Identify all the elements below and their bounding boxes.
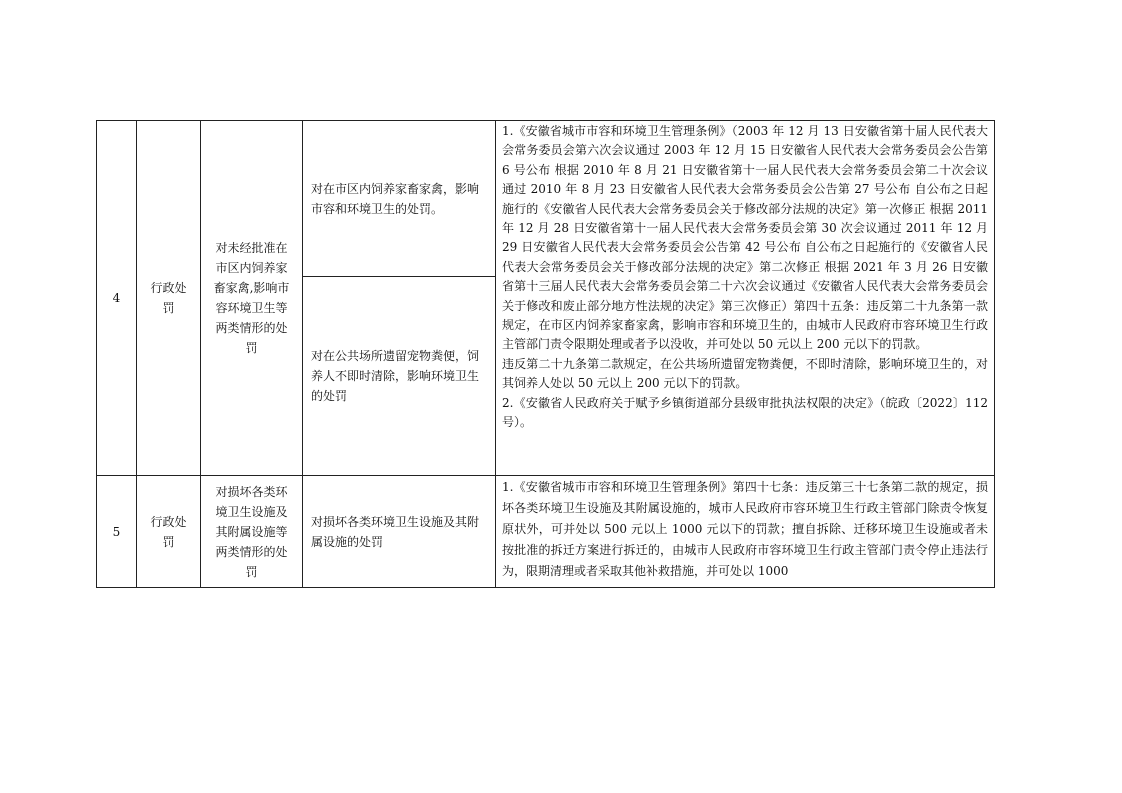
sub-item: 对损坏各类环境卫生设施及其附属设施的处罚 (303, 476, 496, 588)
penalty-table (96, 120, 995, 588)
row-number: 5 (97, 476, 137, 588)
basis-paragraph: 2.《安徽省人民政府关于赋予乡镇街道部分县级审批执法权限的决定》（皖政〔2022〕112 号）。 (502, 395, 988, 430)
table-row (97, 121, 995, 277)
sub-item: 对在公共场所遗留宠物粪便，饲养人不即时清除，影响环境卫生的处罚 (303, 277, 496, 476)
penalty-type: 行政处罚 (137, 121, 201, 476)
row-number: 4 (97, 121, 137, 476)
penalty-item: 对损坏各类环境卫生设施及其附属设施等两类情形的处罚 (201, 476, 303, 588)
basis-paragraph: 1.《安徽省城市市容和环境卫生管理条例》第四十七条：违反第三十七条第二款的规定，损坏各类环境卫生设施及其附属设施的，城市人民政府市容环境卫生行政主管部门除责令恢复原状外，可并处以 500 元以上 1000 元以下的罚款；擅自拆除、迁移环境卫生设施或者未按批准的拆迁方案进行拆迁的，由城市人民政府市容环境卫生行政主管部门责令停止违法行为，限期清理或者采取其他补救措施，并可处以 1000 (502, 480, 988, 578)
basis-paragraph: 1.《安徽省城市市容和环境卫生管理条例》（2003 年 12 月 13 日安徽省第十届人民代表大会常务委员会第六次会议通过 2003 年 12 月 15 日安徽省人民代表大会常务委员会公告第 6 号公布 根据 2010 年 8 月 21 日安徽省第十一届人民代表大会常务委员会第二十次会议通过 2010 年 8 月 23 日安徽省人民代表大会常务委员会公告第 27 号公布 自公布之日起施行的《安徽省人民代表大会常务委员会关于修改部分法规的决定》第一次修正 根据 2011 年 12 月 28 日安徽省第十一届人民代表大会常务委员会第 30 次会议通过 2011 年 12 月 29 日安徽省人民代表大会常务委员会公告第 42 号公布 自公布之日起施行的《安徽省人民代表大会常务委员会关于修改部分法规的决定》第二次修正 根据 2021 年 3 月 26 日安徽省第十三届人民代表大会常务委员会第二十六次会议通过《安徽省人民代表大会常务委员会关于修改和废止部分地方性法规的决定》第三次修正）第四十五条：违反第二十九条第一款规定，在市区内饲养家畜家禽，影响市容和环境卫生的，由城市人民政府市容环境卫生行政主管部门责令限期处理或者予以没收，并可处以 50 元以上 200 元以下的罚款。 (502, 124, 988, 352)
legal-basis (496, 476, 995, 588)
penalty-item: 对未经批准在市区内饲养家畜家禽,影响市容环境卫生等两类情形的处罚 (201, 121, 303, 476)
sub-item: 对在市区内饲养家畜家禽，影响市容和环境卫生的处罚。 (303, 121, 496, 277)
table-row (97, 476, 995, 588)
penalty-type: 行政处罚 (137, 476, 201, 588)
basis-paragraph: 违反第二十九条第二款规定，在公共场所遗留宠物粪便，不即时清除，影响环境卫生的，对其饲养人处以 50 元以上 200 元以下的罚款。 (502, 356, 988, 391)
legal-basis (496, 121, 995, 476)
